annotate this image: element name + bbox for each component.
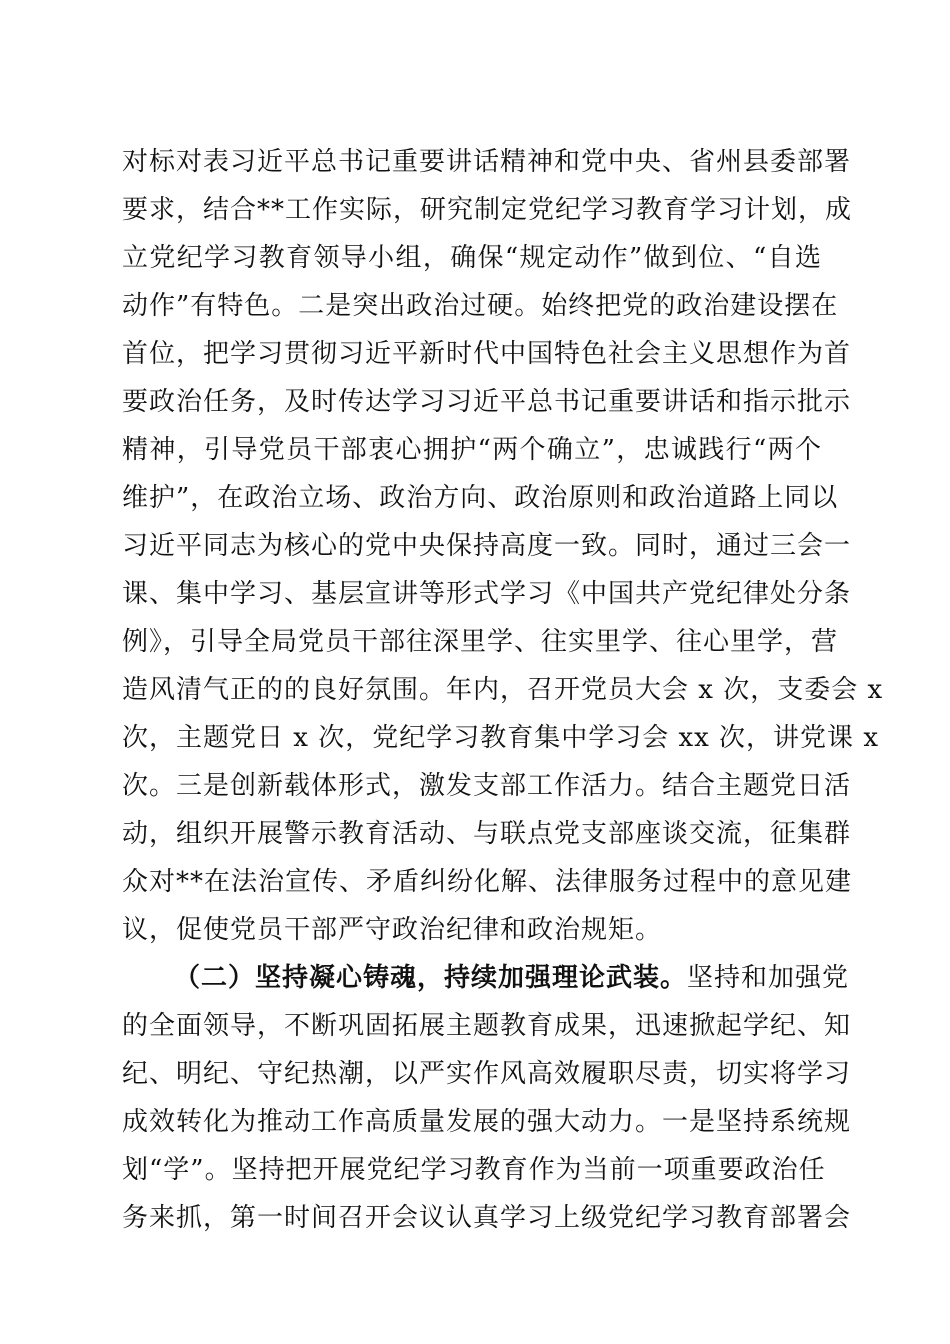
paragraph-line: 对标对表习近平总书记重要讲话精神和党中央、省州县委部署	[122, 147, 852, 177]
paragraph-line: 众对**在法治宣传、矛盾纠纷化解、法律服务过程中的意见建	[122, 867, 853, 897]
paragraph-line: 纪、明纪、守纪热潮，以严实作风高效履职尽责，切实将学习	[122, 1059, 852, 1089]
paragraph-line: 精神，引导党员干部衷心拥护“两个确立”，忠诚践行“两个	[122, 435, 822, 465]
paragraph-line: 要政治任务，及时传达学习习近平总书记重要讲话和指示批示	[122, 387, 852, 417]
paragraph-line: 例》，引导全局党员干部往深里学、往实里学、往心里学，营	[122, 627, 839, 657]
section-heading-rest: 坚持和加强党	[687, 963, 850, 993]
paragraph-line: 次，主题党日 x 次，党纪学习教育集中学习会 xx 次，讲党课 x	[122, 723, 879, 753]
paragraph-line: 的全面领导，不断巩固拓展主题教育成果，迅速掀起学纪、知	[122, 1011, 852, 1041]
paragraph-line: 习近平同志为核心的党中央保持高度一致。同时，通过三会一	[122, 531, 852, 561]
paragraph-line: 首位，把学习贯彻习近平新时代中国特色社会主义思想作为首	[122, 339, 852, 369]
paragraph-line: 成效转化为推动工作高质量发展的强大动力。一是坚持系统规	[122, 1107, 852, 1137]
paragraph-line: 动作”有特色。二是突出政治过硬。始终把党的政治建设摆在	[122, 291, 839, 321]
paragraph-line: 要求，结合**工作实际，研究制定党纪学习教育学习计划，成	[122, 195, 853, 225]
paragraph-line: 务来抓，第一时间召开会议认真学习上级党纪学习教育部署会	[122, 1203, 852, 1233]
section-heading: （二）坚持凝心铸魂，持续加强理论武装。	[174, 963, 688, 993]
paragraph-line: 议，促使党员干部严守政治纪律和政治规矩。	[122, 915, 663, 945]
paragraph-line: 立党纪学习教育领导小组，确保“规定动作”做到位、“自选	[122, 243, 822, 273]
paragraph-line: 划“学”。坚持把开展党纪学习教育作为当前一项重要政治任	[122, 1155, 826, 1185]
paragraph-line: 维护”，在政治立场、政治方向、政治原则和政治道路上同以	[122, 483, 839, 513]
paragraph-line: 动，组织开展警示教育活动、与联点党支部座谈交流，征集群	[122, 819, 852, 849]
paragraph-line: 次。三是创新载体形式，激发支部工作活力。结合主题党日活	[122, 771, 852, 801]
paragraph-line: 课、集中学习、基层宣讲等形式学习《中国共产党纪律处分条	[122, 579, 852, 609]
paragraph-line: 造风清气正的的良好氛围。年内，召开党员大会 x 次，支委会 x	[122, 675, 884, 705]
section-heading-line	[174, 962, 850, 994]
